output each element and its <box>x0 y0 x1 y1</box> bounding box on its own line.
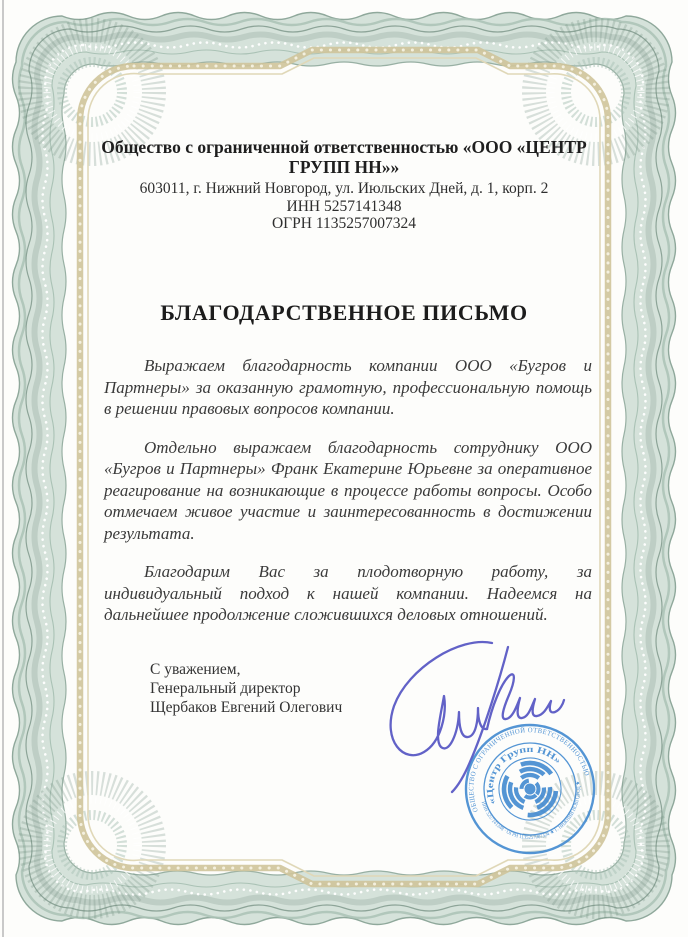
signer-position: Генеральный директор <box>150 680 301 697</box>
letterhead <box>0 137 688 233</box>
letter-body <box>104 355 592 643</box>
company-address: 603011, г. Нижний Новгород, ул. Июльских Дней, д. 1, корп. 2 <box>139 180 549 197</box>
company-inn: ИНН 5257141348 <box>286 197 402 215</box>
stamp-inner-company-text: «Центр Групп НН» <box>484 743 563 806</box>
company-round-stamp <box>435 694 625 884</box>
signer-name: Щербаков Евгений Олегович <box>150 699 343 716</box>
paragraph-gratitude-company: Выражаем благодарность компании ООО «Бугров и Партнеры» за оказанную грамотную, профессиональную помощь в решении правовых вопросов компании. <box>104 356 592 418</box>
stamp-ring-text-top: ОБЩЕСТВО С ОГРАНИЧЕННОЙ ОТВЕТСТВЕННОСТЬЮ <box>468 727 591 814</box>
closing-block <box>150 660 342 717</box>
stamp-ring-text-bottom: ИНН 5257141348 · ОГРН 1135257007324 ★ Г. НИЖНИЙ НОВГОРОД ★ <box>479 779 583 842</box>
company-name: Общество с ограниченной ответственностью «ООО «ЦЕНТР ГРУПП НН»» <box>101 137 587 177</box>
paragraph-gratitude-employee: Отдельно выражаем благодарность сотруднику ООО «Бугров и Партнеры» Франк Екатерине Юрьевне за оперативное реагирование на возникающие в процессе работы вопросы. Особо отмечаем живое участие и заинтересованность в достижении результата. <box>104 437 592 543</box>
company-ogrn: ОГРН 1135257007324 <box>271 215 417 232</box>
letter-title: БЛАГОДАРСТВЕННОЕ ПИСЬМО <box>160 300 528 325</box>
closing-salutation: С уважением, <box>150 661 241 678</box>
paragraph-closing-thanks: Благодарим Вас за плодотворную работу, за индивидуальный подход к нашей компании. Надеемся на дальнейшее продолжение сложившихся деловых отношений. <box>104 562 592 624</box>
